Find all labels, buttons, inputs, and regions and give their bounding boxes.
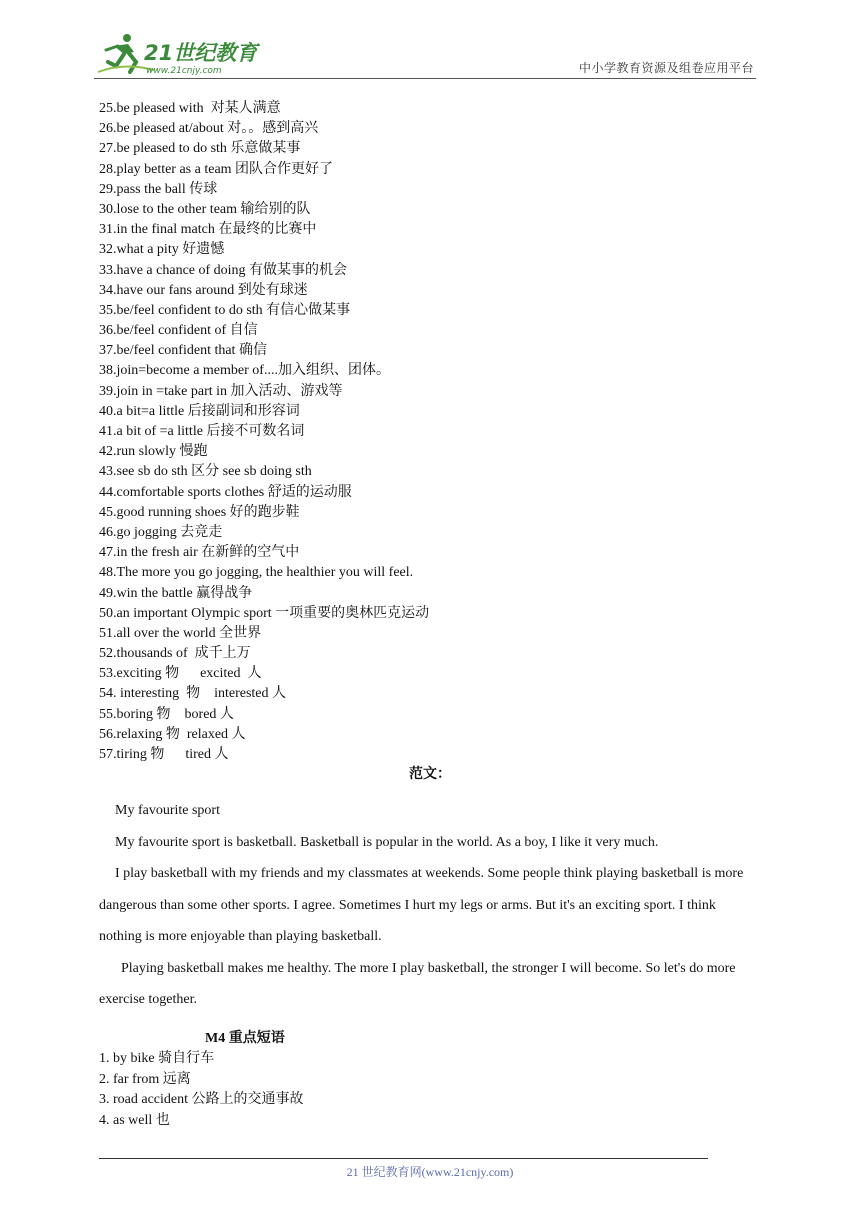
header-platform-text: 中小学教育资源及组卷应用平台 (578, 61, 754, 75)
phrase-item: 44.comfortable sports clothes 舒适的运动服 (99, 484, 352, 500)
m4-phrase-item: 2. far from 远离 (99, 1071, 191, 1087)
phrase-item: 27.be pleased to do sth 乐意做某事 (99, 141, 301, 157)
phrase-item: 33.have a chance of doing 有做某事的机会 (99, 262, 348, 278)
essay-paragraph: My favourite sport is basketball. Basketball is popular in the world. As a boy, I like it very much. (115, 834, 659, 850)
m4-phrase-list (99, 1049, 304, 1131)
phrase-item: 28.play better as a team 团队合作更好了 (99, 161, 334, 177)
phrase-item: 26.be pleased at/about 对。。感到高兴 (99, 121, 319, 137)
phrase-item: 25.be pleased with 对某人满意 (99, 101, 281, 116)
phrase-item: 32.what a pity 好遗憾 (99, 242, 225, 258)
essay-title: My favourite sport (115, 803, 220, 818)
phrase-item: 56.relaxing 物 relaxed 人 (99, 726, 246, 742)
phrase-item: 46.go jogging 去竞走 (99, 524, 223, 540)
sample-essay-label: 范文： (409, 767, 451, 782)
essay-paragraph: Playing basketball makes me healthy. The more I play basketball, the stronger I will become. So let's do more exercise together. (99, 960, 736, 1007)
m4-phrase-item: 3. road accident 公路上的交通事故 (99, 1092, 304, 1107)
phrase-item: 42.run slowly 慢跑 (99, 444, 208, 460)
m4-section-title: M4 重点短语 (205, 1031, 285, 1046)
phrase-item: 31.in the final match 在最终的比赛中 (99, 222, 317, 238)
footer-divider (99, 1158, 708, 1159)
phrase-item: 51.all over the world 全世界 (99, 625, 262, 641)
phrase-item: 38.join=become a member of....加入组织、团体。 (99, 363, 390, 379)
phrase-item: 53.exciting 物 excited 人 (99, 666, 262, 682)
page-header (94, 30, 756, 79)
phrase-item: 52.thousands of 成千上万 (99, 646, 251, 662)
footer-link[interactable]: 21 世纪教育网(www.21cnjy.com) (346, 1165, 514, 1179)
phrase-item: 47.in the fresh air 在新鲜的空气中 (99, 545, 300, 561)
phrase-item: 45.good running shoes 好的跑步鞋 (99, 504, 300, 520)
phrase-item: 36.be/feel confident of 自信 (99, 323, 258, 339)
logo-title: 21世纪教育 (144, 41, 258, 65)
runner-logo-icon (94, 32, 264, 76)
phrase-item: 57.tiring 物 tired 人 (99, 747, 229, 762)
phrase-item: 29.pass the ball 传球 (99, 181, 218, 197)
phrase-item: 41.a bit of =a little 后接不可数名词 (99, 424, 305, 439)
logo-url: www.21cnjy.com (146, 66, 222, 76)
phrase-item: 48.The more you go jogging, the healthier you will feel. (99, 565, 414, 581)
phrase-item: 35.be/feel confident to do sth 有信心做某事 (99, 302, 351, 318)
phrase-item: 54. interesting 物 interested 人 (99, 686, 287, 702)
phrase-item: 50.an important Olympic sport 一项重要的奥林匹克运动 (99, 605, 430, 621)
phrase-item: 43.see sb do sth 区分 see sb doing sth (99, 464, 312, 480)
essay-paragraph: I play basketball with my friends and my classmates at weekends. Some people think playing basketball is more dangerous than some other sports. I agree. Sometimes I hurt my legs or arms. But it's an exciting sport. I think nothing is more enjoyable than playing basketball. (99, 866, 744, 944)
sample-essay (99, 795, 761, 1016)
phrase-item: 49.win the battle 赢得战争 (99, 585, 253, 601)
m4-phrase-item: 1. by bike 骑自行车 (99, 1051, 215, 1066)
phrase-item: 30.lose to the other team 输给别的队 (99, 201, 311, 217)
phrase-item: 34.have our fans around 到处有球迷 (99, 282, 308, 298)
phrase-item: 39.join in =take part in 加入活动、游戏等 (99, 383, 343, 399)
phrase-list (99, 99, 759, 765)
m4-phrase-item: 4. as well 也 (99, 1112, 170, 1128)
phrase-item: 37.be/feel confident that 确信 (99, 343, 267, 359)
phrase-item: 40.a bit=a little 后接副词和形容词 (99, 403, 300, 419)
site-logo[interactable] (94, 32, 264, 76)
phrase-item: 55.boring 物 bored 人 (99, 706, 234, 722)
